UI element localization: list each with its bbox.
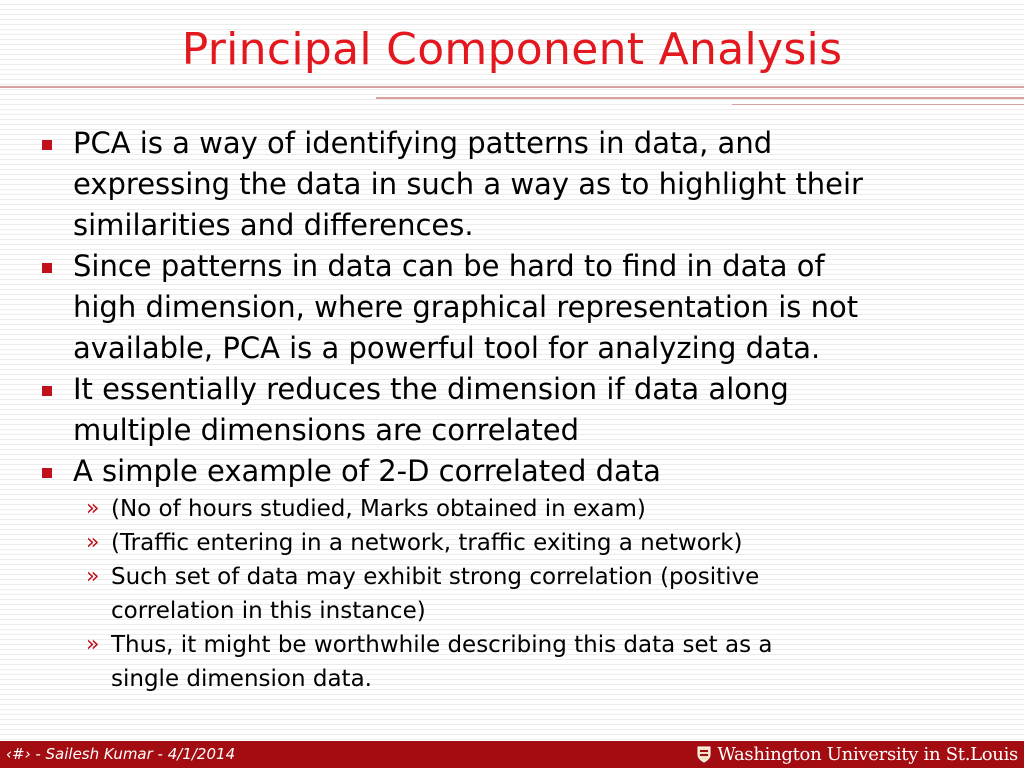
sub-bullet-item [0, 526, 1024, 560]
bullet-item [0, 451, 1024, 492]
sub-bullet-line-continuation [0, 594, 1024, 628]
footer-author-date: ‹#› - Sailesh Kumar - 4/1/2014 [6, 745, 236, 763]
bullet-line-continuation [0, 328, 1024, 369]
bullet-line: It essentially reduces the dimension if data along [73, 372, 789, 406]
bullet-line: multiple dimensions are correlated [73, 413, 579, 447]
bullet-line: PCA is a way of identifying patterns in data, and [73, 126, 773, 160]
sub-bullet-line: Such set of data may exhibit strong correlation (positive [111, 564, 760, 590]
title-divider-line-short [376, 97, 1024, 99]
bullet-line-continuation [0, 410, 1024, 451]
sub-bullet-line: (Traffic entering in a network, traffic exiting a network) [111, 530, 743, 556]
sub-bullet-line: correlation in this instance) [111, 598, 426, 624]
bullet-line: high dimension, where graphical representation is not [73, 290, 859, 324]
bullet-line: available, PCA is a powerful tool for analyzing data. [73, 331, 821, 365]
bullet-line: expressing the data in such a way as to highlight their [73, 167, 863, 201]
square-bullet-icon [42, 386, 52, 396]
double-chevron-icon: » [86, 632, 100, 657]
double-chevron-icon: » [86, 496, 100, 521]
bullet-list [0, 123, 1024, 696]
sub-bullet-item [0, 560, 1024, 594]
title-divider-line [0, 86, 1024, 88]
university-name: Washington University in St.Louis [717, 744, 1018, 765]
title-divider-line-shortest [732, 104, 1024, 105]
university-seal-icon [697, 746, 711, 763]
sub-bullet-line-continuation [0, 662, 1024, 696]
double-chevron-icon: » [86, 530, 100, 555]
bullet-line: A simple example of 2-D correlated data [73, 454, 661, 488]
bullet-item [0, 369, 1024, 410]
double-chevron-icon: » [86, 564, 100, 589]
bullet-line-continuation [0, 164, 1024, 205]
bullet-line-continuation [0, 287, 1024, 328]
bullet-item [0, 246, 1024, 287]
sub-bullet-item [0, 628, 1024, 662]
bullet-line: similarities and differences. [73, 208, 474, 242]
sub-bullet-line: single dimension data. [111, 666, 372, 692]
sub-bullet-line: (No of hours studied, Marks obtained in exam) [111, 496, 646, 522]
bullet-line-continuation [0, 205, 1024, 246]
university-logo [697, 741, 1018, 768]
square-bullet-icon [42, 263, 52, 273]
bullet-item [0, 123, 1024, 164]
sub-bullet-item [0, 492, 1024, 526]
sub-bullet-line: Thus, it might be worthwhile describing this data set as a [111, 632, 773, 658]
square-bullet-icon [42, 468, 52, 478]
square-bullet-icon [42, 140, 52, 150]
footer-bar [0, 741, 1024, 768]
bullet-line: Since patterns in data can be hard to find in data of [73, 249, 825, 283]
slide-title: Principal Component Analysis [181, 24, 843, 75]
